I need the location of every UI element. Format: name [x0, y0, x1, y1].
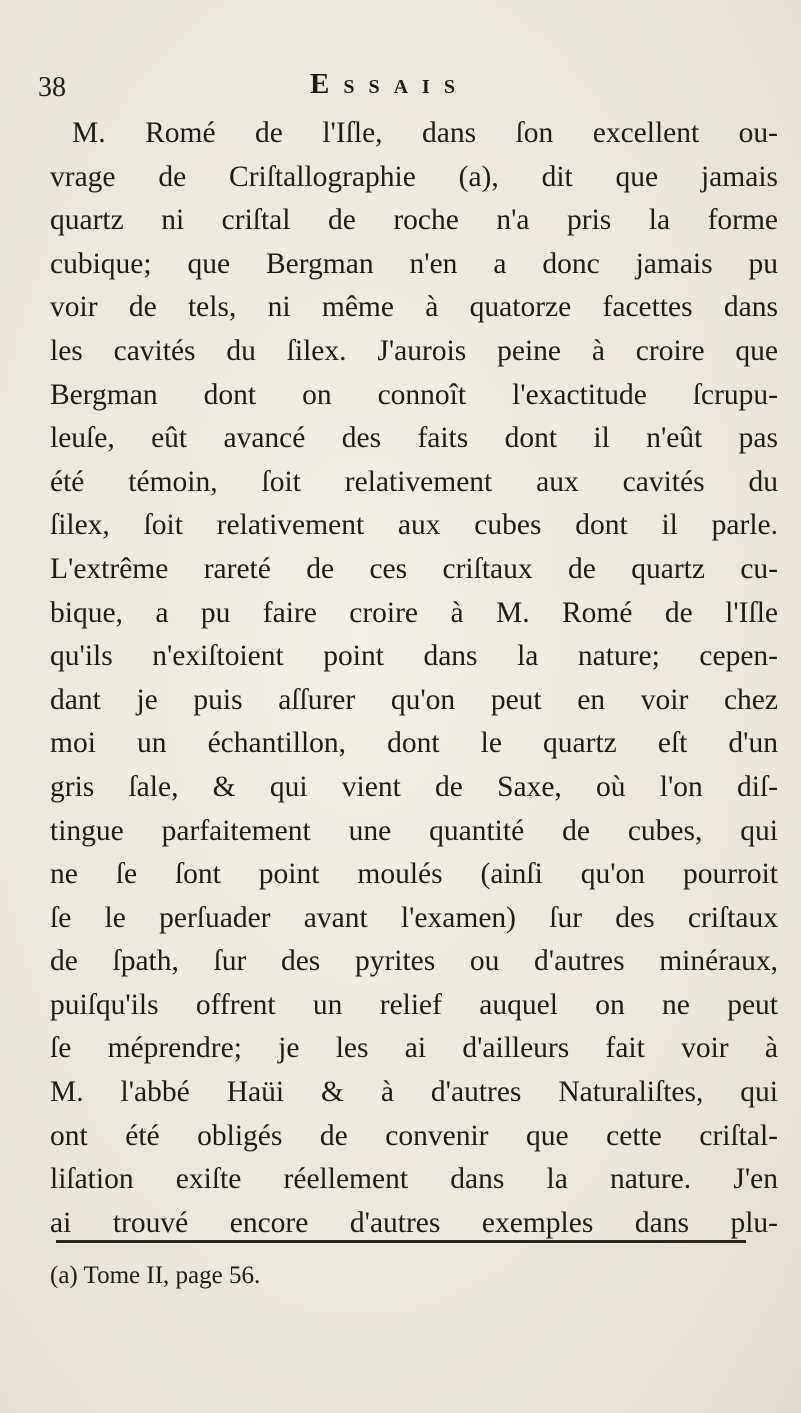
- text-line: gris ſale, & qui vient de Saxe, où l'on diſ-: [50, 770, 778, 803]
- text-line: puiſqu'ils offrent un relief auquel on ne peut: [50, 988, 778, 1021]
- running-head: Essais: [310, 68, 469, 100]
- text-line: tingue parfaitement une quantité de cubes, qui: [50, 814, 778, 847]
- text-line: ont été obligés de convenir que cette criſtal-: [50, 1119, 778, 1152]
- text-line: dant je puis aſſurer qu'on peut en voir chez: [50, 683, 778, 716]
- text-line: les cavités du ſilex. J'aurois peine à croire que: [50, 334, 778, 367]
- text-line: cubique; que Bergman n'en a donc jamais pu: [50, 247, 778, 280]
- text-line: L'extrême rareté de ces criſtaux de quartz cu-: [50, 552, 778, 585]
- text-line: qu'ils n'exiſtoient point dans la nature; cepen-: [50, 640, 778, 673]
- text-line: M. Romé de l'Iſle, dans ſon excellent ou-: [72, 117, 778, 149]
- text-line: ſe le perſuader avant l'examen) ſur des criſtaux: [50, 901, 778, 934]
- text-line: été témoin, ſoit relativement aux cavités du: [50, 465, 778, 498]
- text-line: vrage de Criſtallographie (a), dit que jamais: [50, 160, 778, 193]
- text-line: liſation exiſte réellement dans la nature. J'en: [50, 1163, 778, 1196]
- footnote: (a) Tome II, page 56.: [50, 1262, 261, 1289]
- text-line: ſe méprendre; je les ai d'ailleurs fait voir à: [50, 1032, 778, 1065]
- text-line: ne ſe ſont point moulés (ainſi qu'on pourroit: [50, 858, 778, 891]
- text-line: ſilex, ſoit relativement aux cubes dont il parle.: [50, 509, 778, 542]
- text-line: leuſe, eût avancé des faits dont il n'eût pas: [50, 422, 778, 455]
- page-number: 38: [38, 72, 66, 103]
- text-line: moi un échantillon, dont le quartz eſt d'un: [50, 727, 778, 760]
- text-line: Bergman dont on connoît l'exactitude ſcrupu-: [50, 378, 778, 411]
- page-header: [38, 68, 738, 108]
- text-line: ai trouvé encore d'autres exemples dans plu-: [50, 1206, 778, 1239]
- body-text: [50, 112, 778, 1245]
- text-line: voir de tels, ni même à quatorze facettes dans: [50, 291, 778, 324]
- text-line: bique, a pu faire croire à M. Romé de l'Iſle: [50, 596, 778, 629]
- text-line: M. l'abbé Haüi & à d'autres Naturaliſtes, qui: [50, 1076, 778, 1109]
- text-line: de ſpath, ſur des pyrites ou d'autres minéraux,: [50, 945, 778, 978]
- footnote-divider: [56, 1240, 746, 1243]
- text-line: quartz ni criſtal de roche n'a pris la forme: [50, 204, 778, 237]
